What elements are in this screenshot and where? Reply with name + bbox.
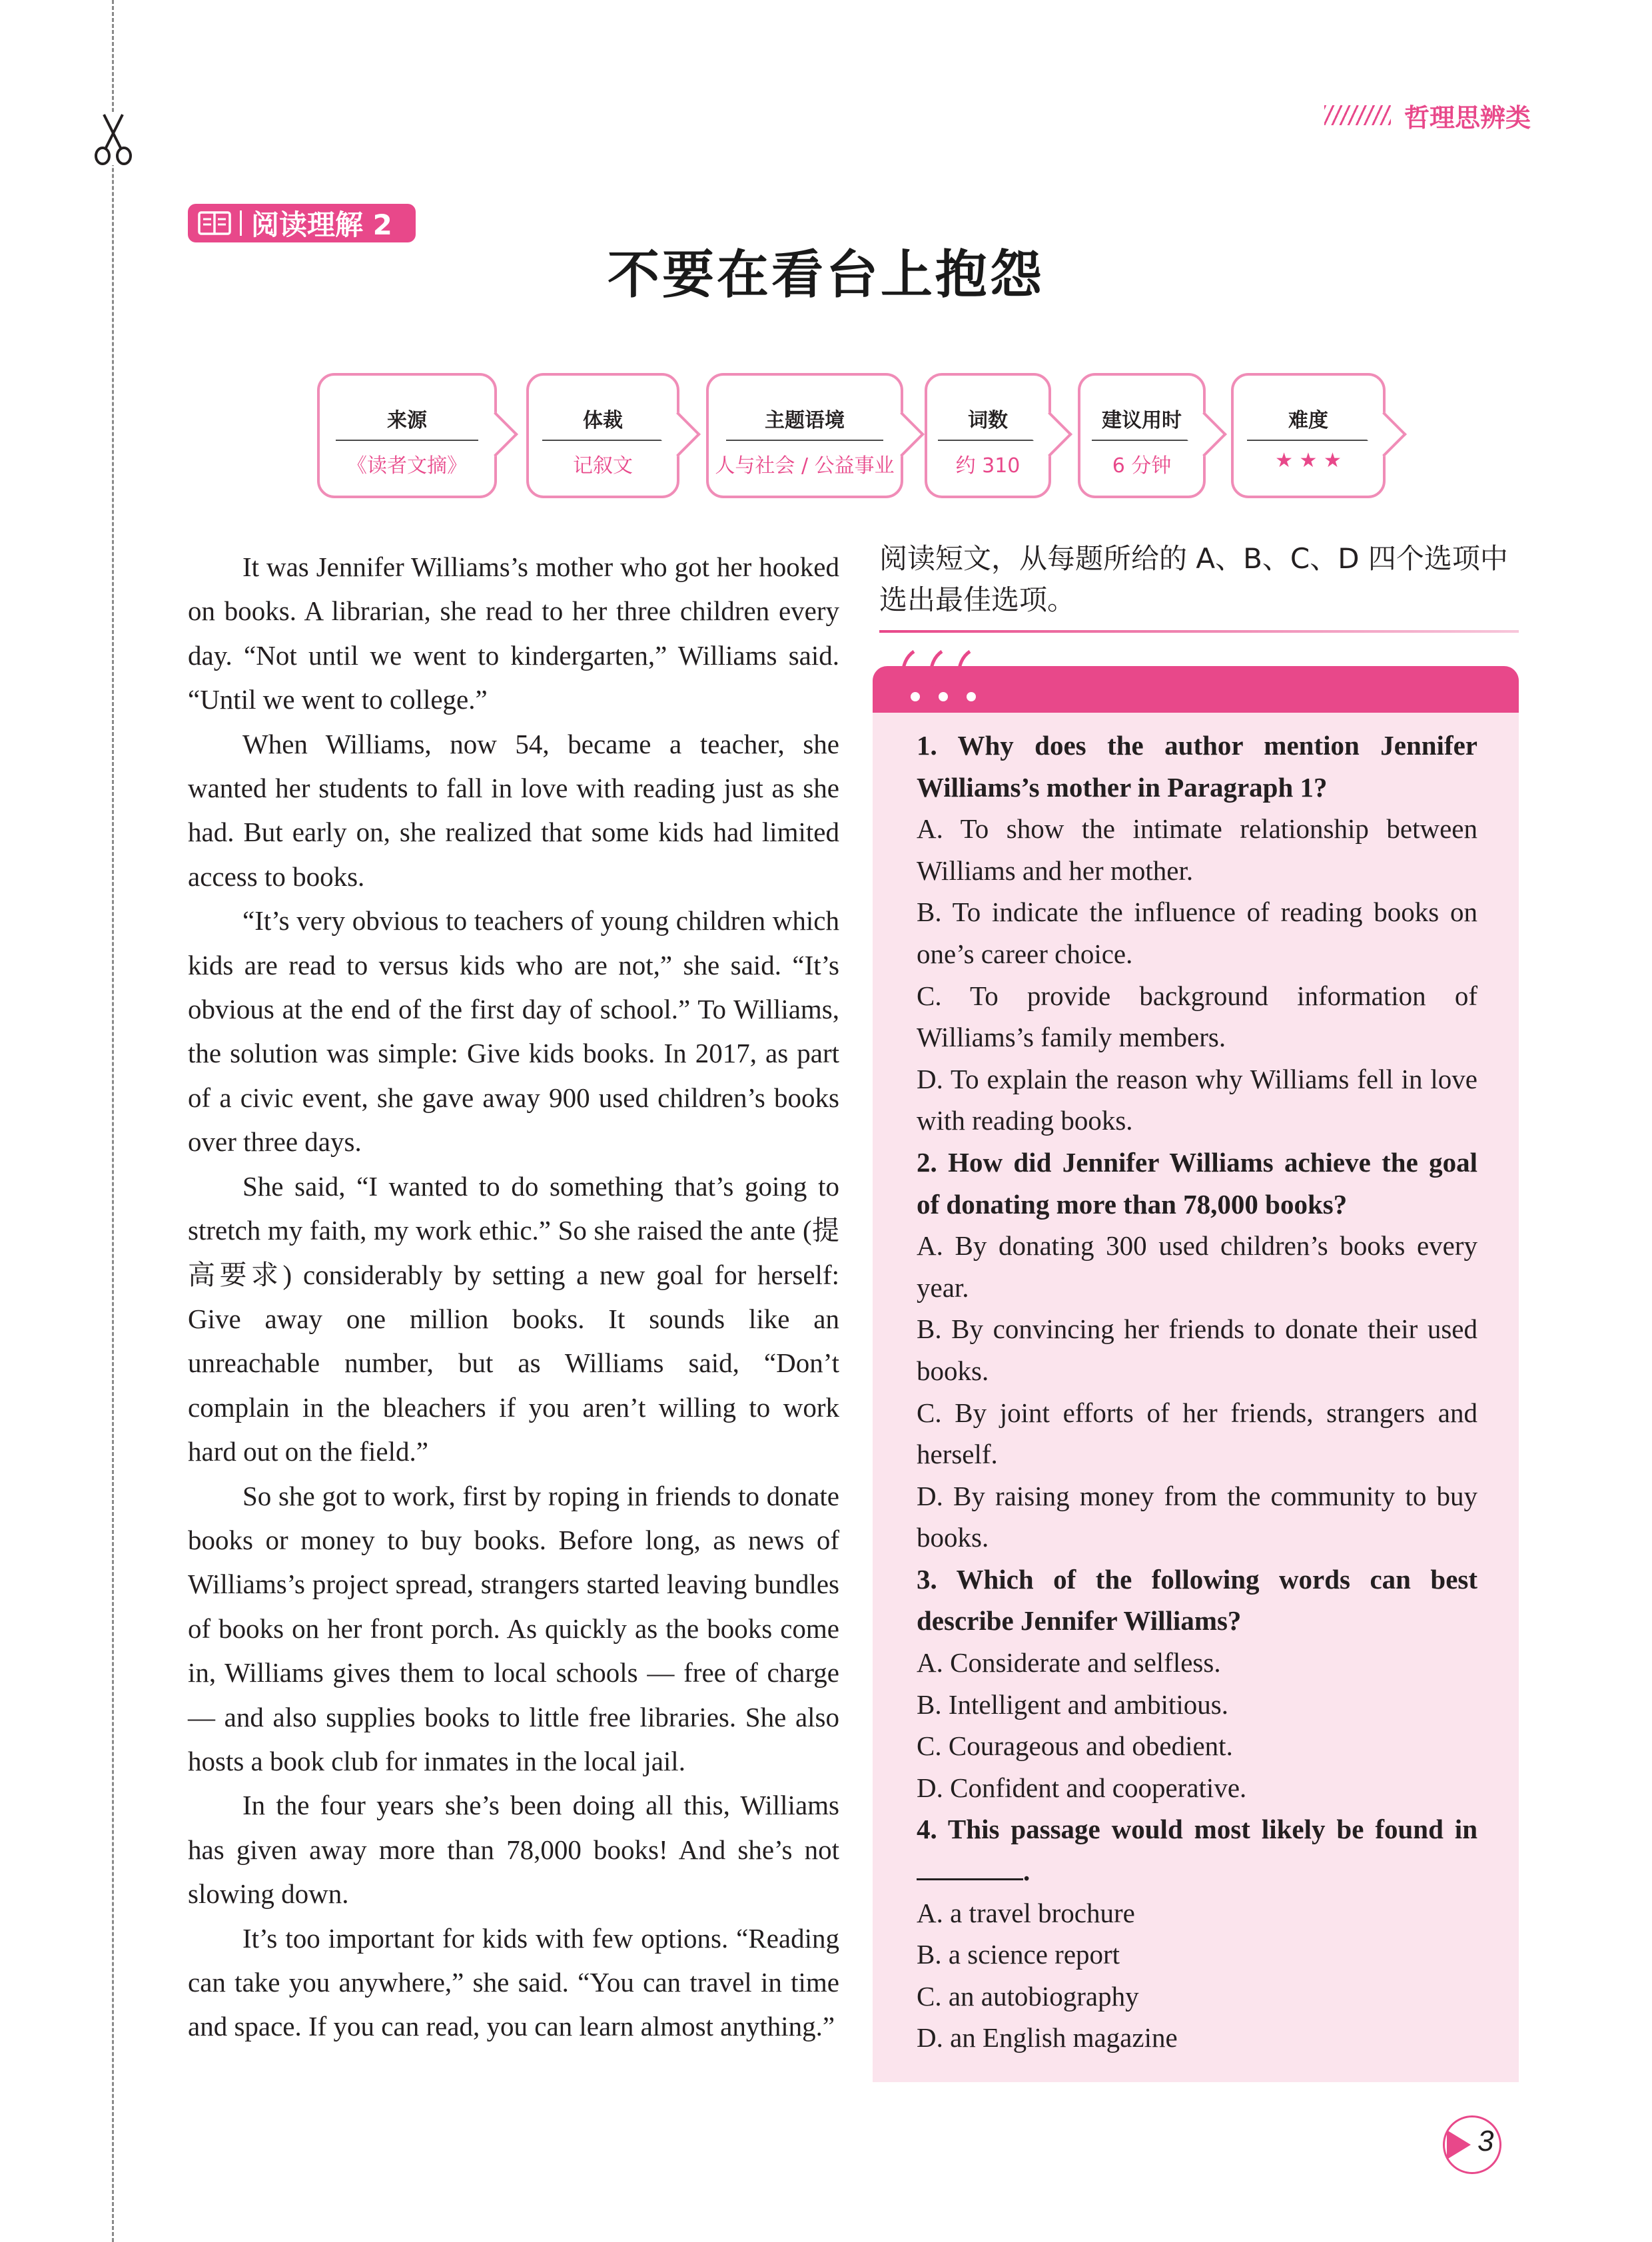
ring-binder-icon [895,642,995,714]
question-stem-text: 4. This passage would most likely be found in [917,1814,1477,1845]
option-d: D. To explain the reason why Williams fell in love with reading books. [917,1063,1477,1136]
passage-paragraph: When Williams, now 54, became a teacher, she wanted her students to fall in love with reading just as she had. But early on, she realized that some kids had limited access to books. [188,728,839,892]
passage-paragraph: She said, “I wanted to do something that’s going to stretch my faith, my work ethic.” So she raised the ante (提高要求) considerably by setting a new goal for herself: Give away one million books. It sounds like an unreachable number, but as Williams said, “Don’t complain in the bleachers if you aren’t willing to work hard out on the field.” [188,1170,839,1467]
badge-separator [240,210,242,236]
option-a: A. By donating 300 used children’s books every year. [917,1230,1477,1303]
option-b: B. Intelligent and ambitious. [917,1688,1229,1720]
option-c: C. an autobiography [917,1980,1139,2012]
scissors-icon [92,112,135,165]
badge-label: 阅读理解 2 [251,208,392,241]
option-c: C. By joint efforts of her friends, strangers and herself. [917,1397,1477,1470]
info-value: 约 310 [955,454,1021,478]
question-stem-4 [917,1808,1477,1892]
passage-paragraph: It’s too important for kids with few options. “Reading can take you anywhere,” she said. “You can travel in time and space. If you can read, you can learn almost anything.” [188,1922,839,2042]
info-value: 6 分钟 [1112,454,1172,478]
info-box-difficulty [1231,373,1386,498]
option-a: A. To show the intimate relationship between Williams and her mother. [917,813,1477,886]
instruction-text: 阅读短文，从每题所给的 A、B、C、D 四个选项中选出最佳选项。 [879,542,1508,616]
book-icon [197,210,232,236]
option-a: A. a travel brochure [917,1897,1135,1928]
question-stem: 2. How did Jennifer Williams achieve the goal of donating more than 78,000 books? [917,1146,1477,1220]
option-c: C. Courageous and obedient. [917,1730,1233,1762]
reading-passage [188,545,839,2049]
info-label: 体裁 [542,404,663,441]
option-a: A. Considerate and selfless. [917,1647,1221,1679]
passage-paragraph: It was Jennifer Williams’s mother who got her hooked on books. A librarian, she read to her three children every day. “Not until we went to kindergarten,” Williams said. “Until we went to college.” [188,552,839,715]
info-value: 人与社会 / 公益事业 [715,454,895,478]
question-stem: 3. Which of the following words can best describe Jennifer Williams? [917,1563,1477,1637]
info-label: 词数 [938,404,1037,441]
category-header [1324,99,1531,132]
option-b: B. By convincing her friends to donate their used books. [917,1313,1477,1386]
option-b: B. a science report [917,1939,1120,1970]
option-d: D. Confident and cooperative. [917,1772,1247,1803]
page-title: 不要在看台上抱怨 [607,245,1044,305]
passage-paragraph: “It’s very obvious to teachers of young children which kids are read to versus kids who are not,” she said. “It’s obvious at the end of the first day of school.” To Williams, the solution was simple: Give kids books. In 2017, as part of a civic event, she gave away 900 used children’s books over three days. [188,905,839,1158]
page-number-text: 3 [1477,2125,1494,2157]
option-b: B. To indicate the influence of reading books on one’s career choice. [917,897,1477,969]
cut-line [112,0,114,2242]
category-label: 哲理思辨类 [1404,103,1531,133]
info-value: 记叙文 [573,454,633,478]
info-box-source [317,373,497,498]
hatch-decoration [1324,105,1391,125]
option-d: D. an English magazine [917,2022,1178,2054]
info-label: 难度 [1247,404,1370,441]
info-value: 《读者文摘》 [347,454,467,478]
instruction-underline [879,630,1519,633]
info-box-time [1078,373,1206,498]
info-label: 建议用时 [1092,404,1192,441]
option-c: C. To provide background information of Williams’s family members. [917,980,1477,1053]
answer-blank [917,1852,1023,1880]
passage-paragraph: In the four years she’s been doing all this, Williams has given away more than 78,000 books! And she’s not slowing down. [188,1790,839,1910]
option-d: D. By raising money from the community to buy books. [917,1480,1477,1553]
stem-period: . [1023,1856,1031,1887]
info-box-theme [706,373,903,498]
question-list [917,725,1477,2059]
info-box-genre [526,373,679,498]
difficulty-stars: ★ ★ ★ [1275,449,1342,472]
page-number [1443,2115,1507,2175]
play-arrow-icon [1447,2130,1471,2159]
info-box-word-count [925,373,1051,498]
passage-paragraph: So she got to work, first by roping in friends to donate books or money to buy books. Before long, as news of Williams’s project spread, strangers started leaving bundles of books on her front porch. As quickly as the books come in, Williams gives them to local schools — free of charge — and also supplies books to little free libraries. She also hosts a book club for inmates in the local jail. [188,1480,839,1776]
question-stem: 1. Why does the author mention Jennifer Williams’s mother in Paragraph 1? [917,730,1477,803]
info-label: 来源 [336,404,479,441]
info-label: 主题语境 [726,404,883,441]
